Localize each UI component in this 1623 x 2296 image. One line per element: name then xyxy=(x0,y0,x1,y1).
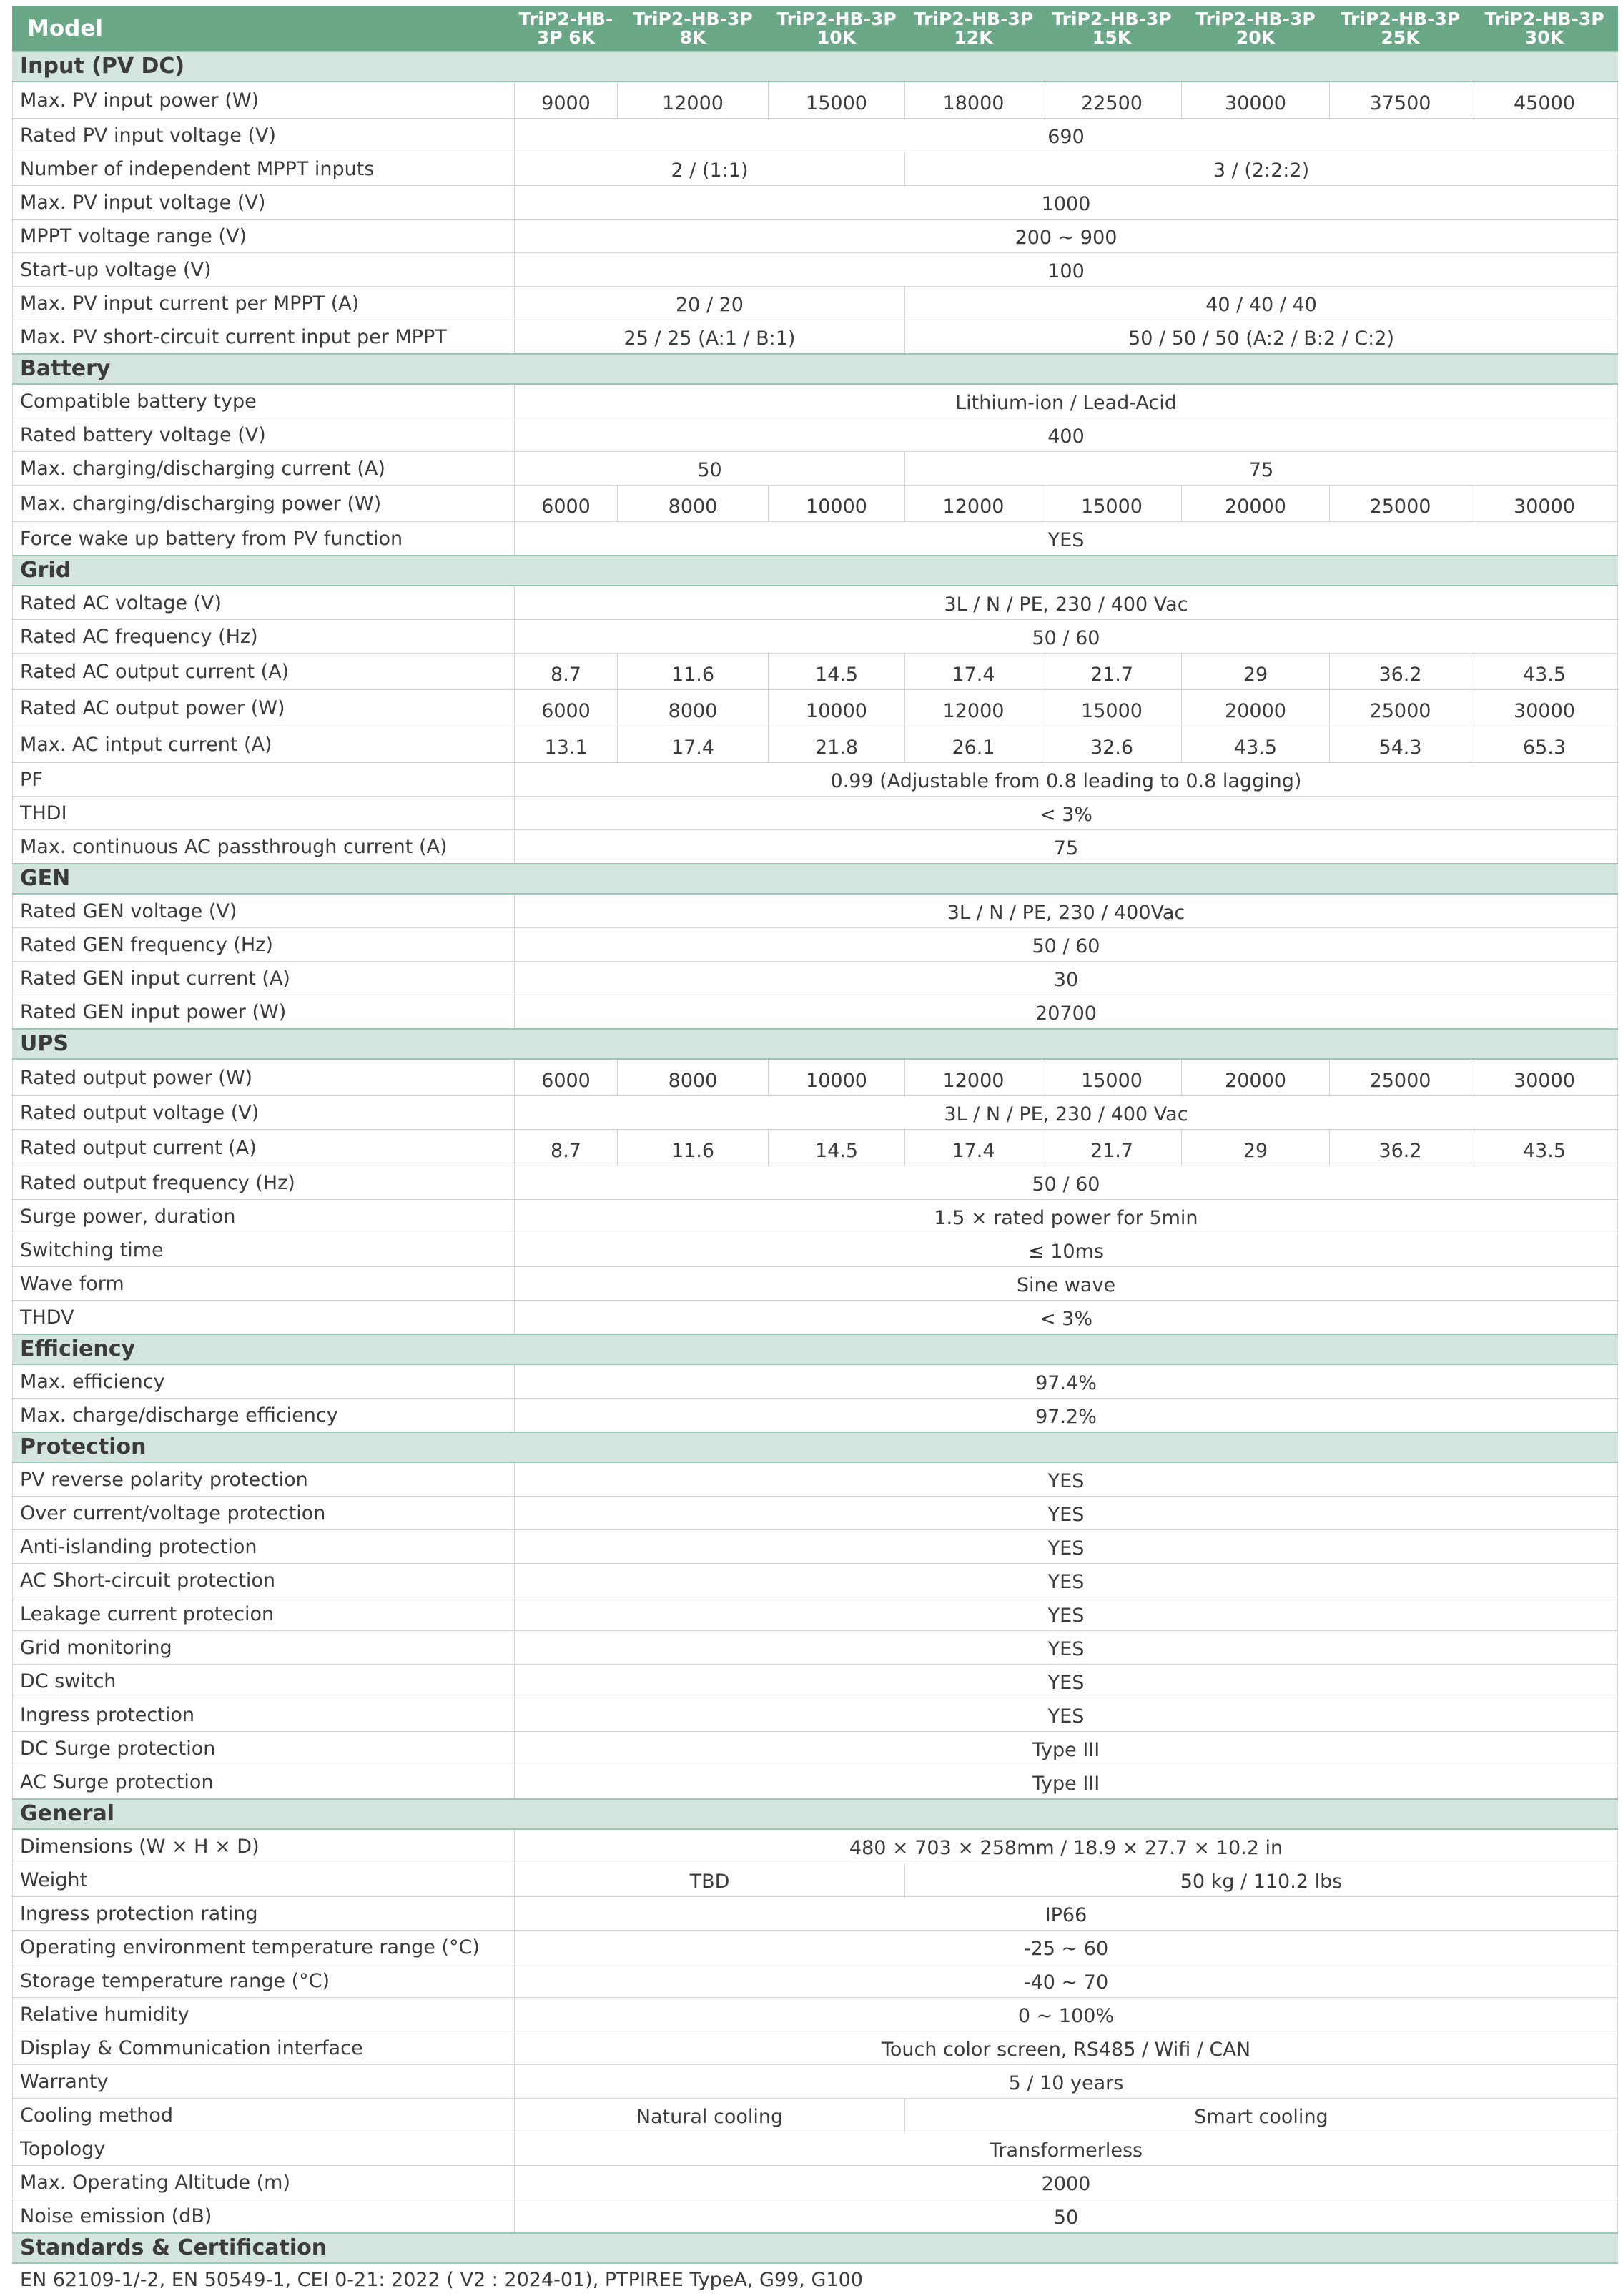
spec-value: YES xyxy=(515,1665,1618,1698)
spec-row xyxy=(13,2065,1618,2099)
spec-value: Transformerless xyxy=(515,2132,1618,2166)
section-header-row xyxy=(13,2233,1618,2263)
section-title: Battery xyxy=(13,354,515,384)
spec-label: Rated output power (W) xyxy=(13,1059,515,1096)
spec-label: Surge power, duration xyxy=(13,1200,515,1233)
spec-value: 29 xyxy=(1182,1130,1330,1166)
spec-value: YES xyxy=(515,1497,1618,1530)
spec-value: -25 ~ 60 xyxy=(515,1931,1618,1964)
spec-row xyxy=(13,1829,1618,1863)
spec-value: 50 xyxy=(515,452,905,486)
spec-value: < 3% xyxy=(515,1301,1618,1335)
spec-value: Touch color screen, RS485 / Wifi / CAN xyxy=(515,2031,1618,2065)
spec-label: Number of independent MPPT inputs xyxy=(13,152,515,186)
spec-value: 8000 xyxy=(618,1059,769,1096)
spec-label: Compatible battery type xyxy=(13,384,515,418)
spec-row xyxy=(13,830,1618,864)
section-header-row xyxy=(13,556,1618,586)
spec-value: 1.5 × rated power for 5min xyxy=(515,1200,1618,1233)
spec-label: MPPT voltage range (V) xyxy=(13,220,515,253)
spec-value: 50 / 60 xyxy=(515,620,1618,654)
spec-label: DC switch xyxy=(13,1665,515,1698)
spec-row xyxy=(13,1166,1618,1200)
spec-value: 12000 xyxy=(618,82,769,119)
spec-value: YES xyxy=(515,1631,1618,1665)
spec-value: 15000 xyxy=(1042,486,1182,522)
spec-value: 43.5 xyxy=(1182,726,1330,763)
spec-value: 6000 xyxy=(515,690,618,726)
section-header-row xyxy=(13,1334,1618,1364)
spec-label: Rated AC frequency (Hz) xyxy=(13,620,515,654)
spec-label: Weight xyxy=(13,1863,515,1897)
standards-row xyxy=(13,2263,1618,2296)
spec-value: 50 / 60 xyxy=(515,1166,1618,1200)
spec-label: Rated output frequency (Hz) xyxy=(13,1166,515,1200)
spec-label: Ingress protection xyxy=(13,1698,515,1732)
model-column-header: TriP2-HB-3P 6K xyxy=(515,6,618,52)
spec-label: Rated PV input voltage (V) xyxy=(13,119,515,152)
spec-value: 36.2 xyxy=(1330,654,1471,690)
spec-value: 3L / N / PE, 230 / 400Vac xyxy=(515,894,1618,928)
spec-label: Rated AC voltage (V) xyxy=(13,586,515,620)
section-title: GEN xyxy=(13,864,515,894)
spec-value: 97.4% xyxy=(515,1364,1618,1399)
section-title: Protection xyxy=(13,1432,515,1462)
spec-value: 8000 xyxy=(618,486,769,522)
spec-row xyxy=(13,1665,1618,1698)
spec-value: 20000 xyxy=(1182,1059,1330,1096)
spec-label: Max. PV input voltage (V) xyxy=(13,186,515,220)
spec-value: YES xyxy=(515,1564,1618,1597)
spec-value: 8000 xyxy=(618,690,769,726)
spec-label: Grid monitoring xyxy=(13,1631,515,1665)
spec-row xyxy=(13,1564,1618,1597)
spec-row xyxy=(13,220,1618,253)
spec-table-body xyxy=(13,6,1618,2296)
spec-label: Rated output voltage (V) xyxy=(13,1096,515,1130)
spec-value: 43.5 xyxy=(1471,1130,1618,1166)
spec-label: AC Short-circuit protection xyxy=(13,1564,515,1597)
spec-value: 25000 xyxy=(1330,486,1471,522)
spec-label: Topology xyxy=(13,2132,515,2166)
spec-value: 30000 xyxy=(1182,82,1330,119)
spec-label: THDV xyxy=(13,1301,515,1335)
spec-row xyxy=(13,1931,1618,1964)
spec-value: 10000 xyxy=(769,690,905,726)
spec-row xyxy=(13,418,1618,452)
spec-value: 13.1 xyxy=(515,726,618,763)
spec-row xyxy=(13,1399,1618,1433)
spec-value: 75 xyxy=(515,830,1618,864)
spec-value: 2 / (1:1) xyxy=(515,152,905,186)
spec-label: Max. continuous AC passthrough current (A) xyxy=(13,830,515,864)
spec-value: IP66 xyxy=(515,1897,1618,1931)
section-header-fill xyxy=(515,1432,1618,1462)
spec-row xyxy=(13,1267,1618,1301)
spec-value: 75 xyxy=(905,452,1618,486)
section-header-fill xyxy=(515,1799,1618,1829)
spec-row xyxy=(13,287,1618,320)
spec-value: 37500 xyxy=(1330,82,1471,119)
spec-value: -40 ~ 70 xyxy=(515,1964,1618,1998)
section-header-fill xyxy=(515,1029,1618,1059)
spec-row xyxy=(13,1998,1618,2031)
spec-row xyxy=(13,522,1618,556)
spec-row xyxy=(13,763,1618,797)
spec-value: 20 / 20 xyxy=(515,287,905,320)
spec-row xyxy=(13,726,1618,763)
spec-row xyxy=(13,1059,1618,1096)
spec-row xyxy=(13,1698,1618,1732)
spec-label: Max. PV input power (W) xyxy=(13,82,515,119)
spec-value: 65.3 xyxy=(1471,726,1618,763)
spec-value: 30000 xyxy=(1471,690,1618,726)
spec-value: 8.7 xyxy=(515,1130,618,1166)
spec-value: 45000 xyxy=(1471,82,1618,119)
spec-label: Leakage current protecion xyxy=(13,1597,515,1631)
spec-row xyxy=(13,1631,1618,1665)
spec-row xyxy=(13,1364,1618,1399)
section-title: General xyxy=(13,1799,515,1829)
spec-value: 6000 xyxy=(515,1059,618,1096)
model-column-header: TriP2-HB-3P 8K xyxy=(618,6,769,52)
spec-row xyxy=(13,894,1618,928)
spec-value: 8.7 xyxy=(515,654,618,690)
spec-value: 25000 xyxy=(1330,1059,1471,1096)
spec-row xyxy=(13,1597,1618,1631)
spec-row xyxy=(13,119,1618,152)
spec-value: 17.4 xyxy=(618,726,769,763)
spec-row xyxy=(13,1897,1618,1931)
spec-row xyxy=(13,995,1618,1030)
model-column-header: TriP2-HB-3P 15K xyxy=(1042,6,1182,52)
spec-label: Over current/voltage protection xyxy=(13,1497,515,1530)
spec-label: Ingress protection rating xyxy=(13,1897,515,1931)
spec-value: 11.6 xyxy=(618,654,769,690)
section-header-row xyxy=(13,1432,1618,1462)
model-column-header: TriP2-HB-3P 12K xyxy=(905,6,1042,52)
spec-label: Rated GEN voltage (V) xyxy=(13,894,515,928)
spec-label: Rated GEN input power (W) xyxy=(13,995,515,1030)
spec-row xyxy=(13,2031,1618,2065)
spec-value: 30000 xyxy=(1471,486,1618,522)
spec-value: 3L / N / PE, 230 / 400 Vac xyxy=(515,586,1618,620)
spec-value: 25 / 25 (A:1 / B:1) xyxy=(515,320,905,355)
spec-label: Storage temperature range (°C) xyxy=(13,1964,515,1998)
spec-value: 22500 xyxy=(1042,82,1182,119)
spec-value: 400 xyxy=(515,418,1618,452)
spec-value: Type III xyxy=(515,1732,1618,1765)
spec-value: 14.5 xyxy=(769,1130,905,1166)
spec-value: 12000 xyxy=(905,690,1042,726)
spec-value: 690 xyxy=(515,119,1618,152)
spec-value: Smart cooling xyxy=(905,2099,1618,2132)
spec-label: Force wake up battery from PV function xyxy=(13,522,515,556)
spec-label: Switching time xyxy=(13,1233,515,1267)
section-title: UPS xyxy=(13,1029,515,1059)
section-header-fill xyxy=(515,1334,1618,1364)
section-header-fill xyxy=(515,864,1618,894)
spec-label: Wave form xyxy=(13,1267,515,1301)
spec-row xyxy=(13,1530,1618,1564)
spec-label: Display & Communication interface xyxy=(13,2031,515,2065)
spec-value: 15000 xyxy=(1042,1059,1182,1096)
spec-row xyxy=(13,1497,1618,1530)
section-title: Efficiency xyxy=(13,1334,515,1364)
spec-label: DC Surge protection xyxy=(13,1732,515,1765)
spec-row xyxy=(13,253,1618,287)
model-column-header: TriP2-HB-3P 10K xyxy=(769,6,905,52)
section-header-row xyxy=(13,1029,1618,1059)
spec-value: 50 kg / 110.2 lbs xyxy=(905,1863,1618,1897)
model-column-header: TriP2-HB-3P 25K xyxy=(1330,6,1471,52)
section-header-fill xyxy=(515,556,1618,586)
spec-row xyxy=(13,2166,1618,2199)
spec-value: 40 / 40 / 40 xyxy=(905,287,1618,320)
section-header-row xyxy=(13,354,1618,384)
spec-row xyxy=(13,186,1618,220)
spec-value: Natural cooling xyxy=(515,2099,905,2132)
spec-value: 20000 xyxy=(1182,690,1330,726)
section-header-row xyxy=(13,51,1618,82)
spec-value: YES xyxy=(515,1462,1618,1497)
spec-value: 2000 xyxy=(515,2166,1618,2199)
section-header-fill xyxy=(515,354,1618,384)
spec-value: 30000 xyxy=(1471,1059,1618,1096)
section-title: Grid xyxy=(13,556,515,586)
spec-value: 21.7 xyxy=(1042,1130,1182,1166)
spec-row xyxy=(13,1732,1618,1765)
spec-value: 14.5 xyxy=(769,654,905,690)
spec-label: Warranty xyxy=(13,2065,515,2099)
spec-value: YES xyxy=(515,522,1618,556)
spec-value: 0 ~ 100% xyxy=(515,1998,1618,2031)
spec-value: 54.3 xyxy=(1330,726,1471,763)
spec-row xyxy=(13,928,1618,962)
spec-row xyxy=(13,1200,1618,1233)
spec-label: Anti-islanding protection xyxy=(13,1530,515,1564)
spec-value: 97.2% xyxy=(515,1399,1618,1433)
spec-row xyxy=(13,1233,1618,1267)
spec-row xyxy=(13,1863,1618,1897)
spec-row xyxy=(13,797,1618,830)
spec-value: TBD xyxy=(515,1863,905,1897)
spec-label: Rated AC output current (A) xyxy=(13,654,515,690)
spec-value: 36.2 xyxy=(1330,1130,1471,1166)
spec-value: 10000 xyxy=(769,1059,905,1096)
spec-value: 11.6 xyxy=(618,1130,769,1166)
section-title: Standards & Certification xyxy=(13,2233,515,2263)
spec-label: Max. charge/discharge efficiency xyxy=(13,1399,515,1433)
spec-label: Rated output current (A) xyxy=(13,1130,515,1166)
spec-label: Max. charging/discharging power (W) xyxy=(13,486,515,522)
spec-value: 10000 xyxy=(769,486,905,522)
spec-row xyxy=(13,1765,1618,1800)
spec-label: PF xyxy=(13,763,515,797)
spec-label: Rated GEN input current (A) xyxy=(13,962,515,995)
model-column-header: TriP2-HB-3P 20K xyxy=(1182,6,1330,52)
spec-label: Rated battery voltage (V) xyxy=(13,418,515,452)
spec-value: 15000 xyxy=(1042,690,1182,726)
spec-label: Max. Operating Altitude (m) xyxy=(13,2166,515,2199)
spec-label: Noise emission (dB) xyxy=(13,2199,515,2234)
section-header-row xyxy=(13,864,1618,894)
spec-value: 5 / 10 years xyxy=(515,2065,1618,2099)
spec-value: 12000 xyxy=(905,486,1042,522)
spec-label: Max. PV input current per MPPT (A) xyxy=(13,287,515,320)
spec-value: 50 / 60 xyxy=(515,928,1618,962)
spec-value: 21.8 xyxy=(769,726,905,763)
spec-row xyxy=(13,1130,1618,1166)
spec-row xyxy=(13,586,1618,620)
standards-text: EN 62109-1/-2, EN 50549-1, CEI 0-21: 2022 ( V2 : 2024-01), PTPIREE TypeA, G99, G100 xyxy=(13,2263,1618,2296)
model-header: Model xyxy=(13,6,515,52)
spec-table xyxy=(12,6,1618,2296)
spec-label: Start-up voltage (V) xyxy=(13,253,515,287)
spec-value: 25000 xyxy=(1330,690,1471,726)
spec-row xyxy=(13,152,1618,186)
spec-value: 100 xyxy=(515,253,1618,287)
spec-value: 50 / 50 / 50 (A:2 / B:2 / C:2) xyxy=(905,320,1618,355)
spec-label: Max. AC intput current (A) xyxy=(13,726,515,763)
spec-value: 1000 xyxy=(515,186,1618,220)
spec-value: 480 × 703 × 258mm / 18.9 × 27.7 × 10.2 in xyxy=(515,1829,1618,1863)
spec-label: AC Surge protection xyxy=(13,1765,515,1800)
spec-label: THDI xyxy=(13,797,515,830)
spec-value: 20000 xyxy=(1182,486,1330,522)
spec-value: YES xyxy=(515,1597,1618,1631)
spec-value: 21.7 xyxy=(1042,654,1182,690)
spec-value: 0.99 (Adjustable from 0.8 leading to 0.8 lagging) xyxy=(515,763,1618,797)
spec-row xyxy=(13,962,1618,995)
spec-value: Type III xyxy=(515,1765,1618,1800)
spec-value: YES xyxy=(515,1530,1618,1564)
spec-row xyxy=(13,384,1618,418)
spec-row xyxy=(13,320,1618,355)
spec-row xyxy=(13,654,1618,690)
spec-value: 3L / N / PE, 230 / 400 Vac xyxy=(515,1096,1618,1130)
model-column-header: TriP2-HB-3P 30K xyxy=(1471,6,1618,52)
spec-label: Max. efficiency xyxy=(13,1364,515,1399)
section-header-row xyxy=(13,1799,1618,1829)
spec-value: ≤ 10ms xyxy=(515,1233,1618,1267)
spec-row xyxy=(13,1462,1618,1497)
spec-row xyxy=(13,1964,1618,1998)
spec-value: 20700 xyxy=(515,995,1618,1030)
spec-label: Relative humidity xyxy=(13,1998,515,2031)
spec-row xyxy=(13,452,1618,486)
spec-value: 43.5 xyxy=(1471,654,1618,690)
spec-label: Rated GEN frequency (Hz) xyxy=(13,928,515,962)
spec-value: 26.1 xyxy=(905,726,1042,763)
section-title: Input (PV DC) xyxy=(13,51,515,82)
spec-value: < 3% xyxy=(515,797,1618,830)
spec-value: 6000 xyxy=(515,486,618,522)
spec-label: Operating environment temperature range (°C) xyxy=(13,1931,515,1964)
spec-value: 15000 xyxy=(769,82,905,119)
spec-row xyxy=(13,2099,1618,2132)
spec-value: 3 / (2:2:2) xyxy=(905,152,1618,186)
spec-value: Sine wave xyxy=(515,1267,1618,1301)
spec-row xyxy=(13,2199,1618,2234)
spec-label: Rated AC output power (W) xyxy=(13,690,515,726)
spec-value: 17.4 xyxy=(905,1130,1042,1166)
spec-row xyxy=(13,1096,1618,1130)
spec-value: 18000 xyxy=(905,82,1042,119)
spec-label: PV reverse polarity protection xyxy=(13,1462,515,1497)
header-row xyxy=(13,6,1618,52)
section-header-fill xyxy=(515,2233,1618,2263)
spec-row xyxy=(13,82,1618,119)
spec-value: 200 ~ 900 xyxy=(515,220,1618,253)
spec-row xyxy=(13,486,1618,522)
spec-row xyxy=(13,1301,1618,1335)
spec-value: Lithium-ion / Lead-Acid xyxy=(515,384,1618,418)
spec-label: Max. PV short-circuit current input per MPPT xyxy=(13,320,515,355)
spec-label: Cooling method xyxy=(13,2099,515,2132)
spec-value: 17.4 xyxy=(905,654,1042,690)
spec-value: 9000 xyxy=(515,82,618,119)
spec-row xyxy=(13,2132,1618,2166)
spec-value: 50 xyxy=(515,2199,1618,2234)
spec-value: YES xyxy=(515,1698,1618,1732)
section-header-fill xyxy=(515,51,1618,82)
spec-label: Max. charging/discharging current (A) xyxy=(13,452,515,486)
spec-value: 29 xyxy=(1182,654,1330,690)
spec-value: 32.6 xyxy=(1042,726,1182,763)
spec-row xyxy=(13,620,1618,654)
spec-label: Dimensions (W × H × D) xyxy=(13,1829,515,1863)
spec-value: 30 xyxy=(515,962,1618,995)
spec-value: 12000 xyxy=(905,1059,1042,1096)
spec-row xyxy=(13,690,1618,726)
